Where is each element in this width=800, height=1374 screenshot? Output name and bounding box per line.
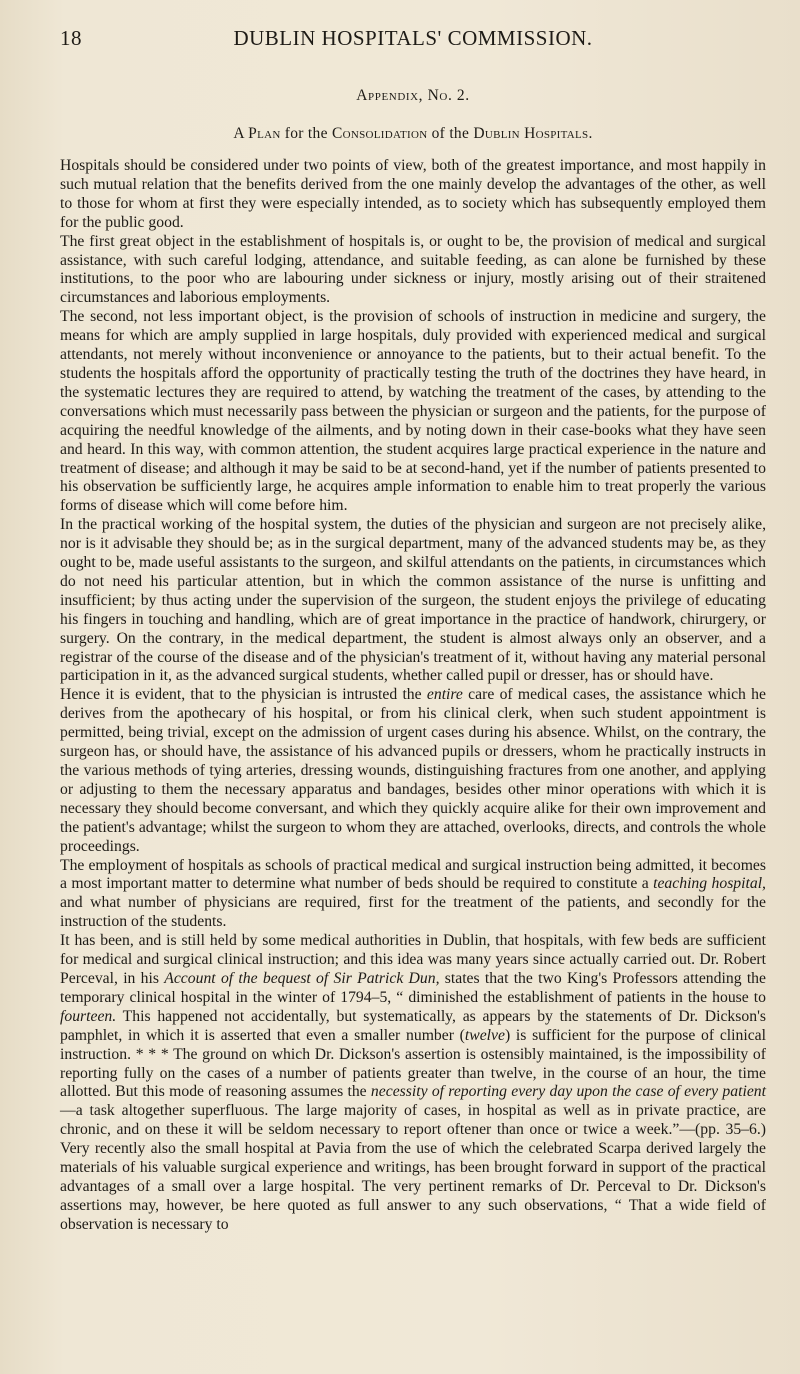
paragraph [60, 308, 766, 516]
paragraph-text: and what number of physicians are required, first for the treatment of the patients, and secondly for the instruction of the students. [60, 894, 766, 931]
paragraph-text: Hospitals should be considered under two points of view, both of the greatest importance, and most happily in such mutual relation that the benefits derived from the one mainly develop the advantages of the other, as well to those for whom at first they were especially intended, as to society which has subsequently employed them for the public good. [60, 157, 766, 231]
paragraph-text: The employment of hospitals as schools of practical medical and surgical instruction being admitted, it becomes a most important matter to determine what number of beds should be required to constitute a [60, 856, 766, 893]
paragraph-text: This happened not accidentally, but systematically, as appears by the statements of Dr. Dickson's pamphlet, in which it is asserted that even a smaller number ( [60, 1007, 766, 1044]
paragraph-text: Hence it is evident, that to the physician is intrusted the [60, 686, 427, 704]
paragraph-text: In the practical working of the hospital system, the duties of the physician and surgeon are not precisely alike, nor is it advisable they should be; as in the surgical department, many of the advanced students may be, as they ought to be, made useful assistants to the surgeon, and skilful attendants on the patients, in circumstances which do not need his particular attention, but in which the common assistance of the nurse is unfitting and insufficient; by thus acting under the supervision of the surgeon, the student enjoys the privilege of educating his fingers in touching and handling, which are of great importance in the practice of handwork, chirurgery, or surgery. On the contrary, in the medical department, the student is almost always only an observer, and a registrar of the course of the disease and of the physician's treatment of it, without having any material personal participation in it, as the advanced surgical students, whether called pupil or dresser, has or should have. [60, 516, 766, 685]
italic-text: fourteen. [60, 1007, 117, 1025]
paragraph [60, 233, 766, 309]
paragraph-text: The second, not less important object, is the provision of schools of instruction in medicine and surgery, the means for which are amply supplied in large hospitals, duly provided with experienced medical and surgical attendants, not merely without inconvenience or annoyance to the patients, but to their actual benefit. To the students the hospitals afford the opportunity of practically testing the truth of the doctrines they have heard, in the systematic lectures they are required to attend, by watching the treatment of the cases, by attending to the conversations which must necessarily pass between the physician or surgeon and the patients, for the purpose of acquiring the needful knowledge of the ailments, and by noting down in their case-books what they have seen and heard. In this way, with common attention, the student acquires large practical experience in the nature and treatment of disease; and although it may be said to be at second-hand, yet if the number of patients presented to his observation be sufficiently large, he acquires ample information to enable him to treat properly the various forms of disease which will come before him. [60, 308, 766, 515]
italic-text: Account of the bequest of Sir Patrick Dun, [164, 969, 440, 987]
paragraph [60, 157, 766, 233]
paragraph-text: care of medical cases, the assistance which he derives from the apothecary of his hospital, or from his clinical clerk, when such student appointment is permitted, being trivial, except on the admission of urgent cases during his absence. Whilst, on the contrary, the surgeon has, or should have, the assistance of his advanced pupils or dressers, whom he practically instructs in the various methods of tying arteries, dressing wounds, distinguishing fractures from one another, and applying or adjusting to them the necessary apparatus and bandages, besides other minor operations with which it is necessary they should become conversant, and which they quickly acquire alike for their own improvement and the patient's advantage; whilst the surgeon to whom they are attached, overlooks, directs, and controls the whole proceedings. [60, 686, 766, 855]
paragraph-text: ) is sufficient for the purpose of clinical instruction. * * * The ground on which Dr. Dickson's assertion is ostensibly maintained, is the impossibility of reporting fully on the cases of a number of patients greater than twelve, in the course of an hour, the time allotted. But this mode of reasoning assumes the [60, 1026, 766, 1101]
italic-text: twelve [464, 1026, 505, 1044]
title-part-2: for the [280, 125, 332, 142]
paragraph-text: states that the two King's Professors attending the temporary clinical hospital in the winter of 1794–5, “ diminished the establishment of patients in the house to [60, 969, 766, 1006]
title-part-1: A Plan [233, 125, 281, 142]
page-number: 18 [60, 26, 82, 50]
paragraph [60, 516, 766, 686]
title-part-4: of the [427, 125, 474, 142]
appendix-label: Appendix, No. 2. [356, 87, 470, 104]
italic-text: teaching hospital, [653, 875, 766, 893]
paragraph [60, 932, 766, 1235]
paragraph-text: The first great object in the establishment of hospitals is, or ought to be, the provision of medical and surgical assistance, with such careful lodging, attendance, and suitable feeding, as can alone be furnished by these institutions, to the poor who are labouring under sickness or injury, mostly arising out of their straitened circumstances and laborious employments. [60, 232, 766, 307]
body-text [60, 157, 766, 1235]
running-title: DUBLIN HOSPITALS' COMMISSION. [233, 26, 593, 50]
title-part-5: Dublin Hospitals. [473, 125, 593, 142]
paragraph [60, 857, 766, 933]
italic-text: necessity of reporting every day upon the case of every patient [370, 1083, 766, 1101]
italic-text: entire [426, 686, 463, 704]
title-part-3: Consolidation [331, 125, 428, 142]
running-head [60, 26, 766, 51]
section-title [60, 125, 766, 143]
paragraph-text: —a task altogether superfluous. The large majority of cases, in hospital as well as in private practice, are chronic, and on these it will be seldom necessary to report oftener than once or twice a week.”—(pp. 35–6.) Very recently also the small hospital at Pavia from the use of which the celebrated Scarpa derived largely the materials of his valuable surgical experience and writings, has been brought forward in support of the practical advantages of a small over a large hospital. The very pertinent remarks of Dr. Perceval to Dr. Dickson's assertions may, however, be here quoted as full answer to any such observations, “ That a wide field of observation is necessary to [60, 1102, 766, 1233]
paragraph-text: It has been, and is still held by some medical authorities in Dublin, that hospitals, with few beds are sufficient for medical and surgical clinical instruction; and this idea was many years since actually carried out. Dr. Robert Perceval, in his [60, 932, 766, 987]
paragraph [60, 686, 766, 856]
